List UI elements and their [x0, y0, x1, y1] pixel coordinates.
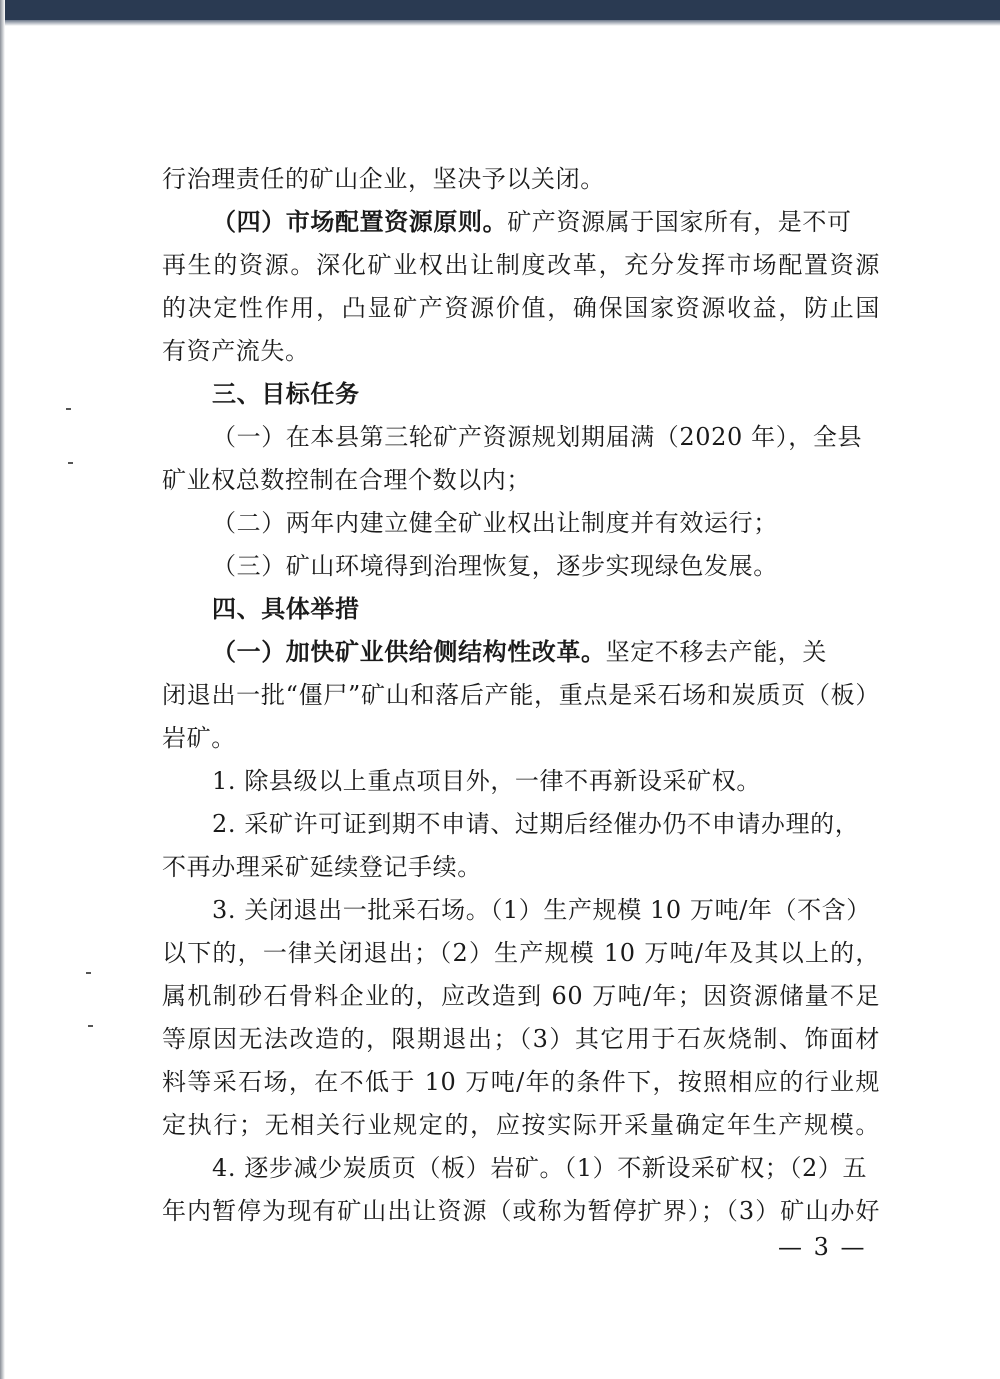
principle-4-text: 矿产资源属于国家所有，是不可	[507, 208, 852, 236]
list-item: 4. 逐步减少炭质页（板）岩矿。（1）不新设采矿权；（2）五	[212, 1154, 868, 1182]
section-heading-goals: 三、目标任务	[212, 380, 360, 408]
list-item: 1. 除县级以上重点项目外，一律不再新设采矿权。	[212, 767, 761, 795]
paragraph-line: 矿业权总数控制在合理个数以内；	[162, 466, 531, 494]
scan-speck	[66, 408, 71, 410]
document-body	[162, 158, 880, 1233]
paragraph-line: 有资产流失。	[162, 337, 310, 365]
page-number: — 3 —	[778, 1233, 867, 1261]
paragraph-line: 不再办理采矿延续登记手续。	[162, 853, 482, 881]
paragraph-line: 定执行；无相关行业规定的，应按实际开采量确定年生产规模。	[162, 1111, 880, 1139]
paragraph-line: 岩矿。	[162, 724, 236, 752]
scan-speck	[86, 972, 91, 974]
paragraph-line: 属机制砂石骨料企业的，应改造到 60 万吨/年；因资源储量不足	[162, 982, 880, 1010]
paragraph-line: 的决定性作用，凸显矿产资源价值，确保国家资源收益，防止国	[162, 294, 880, 322]
scan-speck	[68, 462, 73, 464]
paragraph-line: （三）矿山环境得到治理恢复，逐步实现绿色发展。	[212, 552, 778, 580]
scan-top-shadow	[0, 20, 1000, 26]
principle-4-line	[162, 201, 880, 244]
scan-speck	[88, 1025, 93, 1027]
measure-1-line	[162, 631, 880, 674]
section-heading-measures: 四、具体举措	[212, 595, 360, 623]
scan-left-edge	[0, 0, 5, 1379]
list-item: 3. 关闭退出一批采石场。（1）生产规模 10 万吨/年（不含）	[212, 896, 871, 924]
paragraph-line: 以下的，一律关闭退出；（2）生产规模 10 万吨/年及其以上的，	[162, 939, 880, 967]
principle-4-title: （四）市场配置资源原则。	[212, 208, 508, 236]
scan-top-border	[0, 0, 1000, 20]
paragraph-line: 闭退出一批“僵尸”矿山和落后产能，重点是采石场和炭质页（板）	[162, 681, 880, 709]
measure-1-title: （一）加快矿业供给侧结构性改革。	[212, 638, 606, 666]
paragraph-line: 等原因无法改造的，限期退出；（3）其它用于石灰烧制、饰面材	[162, 1025, 880, 1053]
paragraph-line: 再生的资源。深化矿业权出让制度改革，充分发挥市场配置资源	[162, 251, 880, 279]
paragraph-line: （一）在本县第三轮矿产资源规划期届满（2020 年），全县	[212, 423, 863, 451]
paragraph-line: （二）两年内建立健全矿业权出让制度并有效运行；	[212, 509, 778, 537]
paragraph-line: 料等采石场，在不低于 10 万吨/年的条件下，按照相应的行业规	[162, 1068, 880, 1096]
paragraph-line: 行治理责任的矿山企业，坚决予以关闭。	[162, 165, 605, 193]
list-item: 2. 采矿许可证到期不申请、过期后经催办仍不申请办理的，	[212, 810, 860, 838]
measure-1-text: 坚定不移去产能，关	[605, 638, 828, 666]
paragraph-line: 年内暂停为现有矿山出让资源（或称为暂停扩界）；（3）矿山办好	[162, 1197, 880, 1225]
